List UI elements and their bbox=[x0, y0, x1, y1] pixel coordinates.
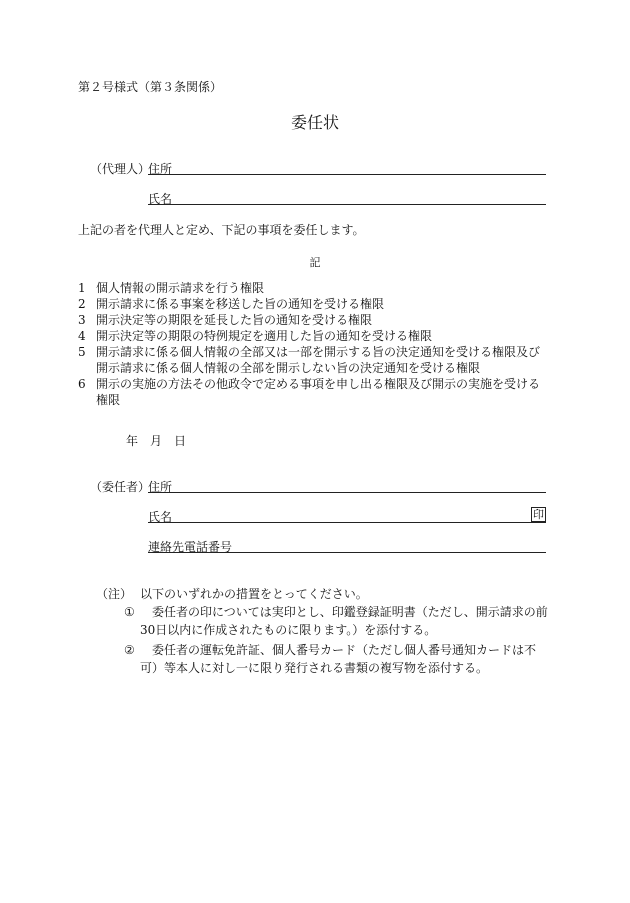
notes-intro: 以下のいずれかの措置をとってください。 bbox=[140, 587, 368, 601]
list-item: 2 開示請求に係る事案を移送した旨の通知を受ける権限 bbox=[78, 297, 385, 311]
list-item: 4 開示決定等の期限の特例規定を適用した旨の通知を受ける権限 bbox=[78, 329, 433, 343]
principal-name-line[interactable] bbox=[148, 522, 546, 523]
ki-heading: 記 bbox=[309, 256, 321, 269]
note-item: ② 委任者の運転免許証、個人番号カード（ただし個人番号通知カードは不可）等本人に対し一に限り発行される書類の複写物を添付する。 bbox=[124, 643, 537, 675]
principal-phone-label: 連絡先電話番号 bbox=[148, 540, 233, 554]
list-item: 6 開示の実施の方法その他政令で定める事項を申し出る権限及び開示の実施を受ける権限 bbox=[78, 377, 541, 407]
agent-address-label: 住所 bbox=[148, 162, 173, 176]
principal-phone-line[interactable] bbox=[148, 552, 546, 553]
list-item: 3 開示決定等の期限を延長した旨の通知を受ける権限 bbox=[78, 313, 373, 327]
delegation-statement: 上記の者を代理人と定め、下記の事項を委任します。 bbox=[78, 223, 365, 237]
agent-address-line[interactable] bbox=[148, 174, 546, 175]
principal-address-label: 住所 bbox=[148, 480, 173, 494]
seal-box: 印 bbox=[533, 508, 544, 521]
principal-name-label: 氏名 bbox=[148, 510, 173, 524]
delegated-powers-list bbox=[78, 280, 550, 408]
list-item: 1 個人情報の開示請求を行う権限 bbox=[78, 281, 265, 295]
form-number: 第２号様式（第３条関係） bbox=[78, 80, 223, 94]
agent-role-label: （代理人） bbox=[90, 162, 151, 176]
agent-name-line[interactable] bbox=[148, 204, 546, 205]
principal-address-line[interactable] bbox=[148, 492, 546, 493]
document-title: 委任状 bbox=[290, 113, 339, 132]
notes-heading: （注） bbox=[96, 587, 133, 601]
date-line: 年 月 日 bbox=[126, 434, 187, 448]
agent-name-label: 氏名 bbox=[148, 192, 173, 206]
note-item: ① 委任者の印については実印とし、印鑑登録証明書（ただし、開示請求の前30日以内に作成されたものに限ります。）を添付する。 bbox=[124, 605, 548, 637]
list-item: 5 開示請求に係る個人情報の全部又は一部を開示する旨の決定通知を受ける権限及び開示請求に係る個人情報の全部を開示しない旨の決定通知を受ける権限 bbox=[78, 345, 541, 375]
principal-role-label: （委任者） bbox=[90, 480, 151, 494]
